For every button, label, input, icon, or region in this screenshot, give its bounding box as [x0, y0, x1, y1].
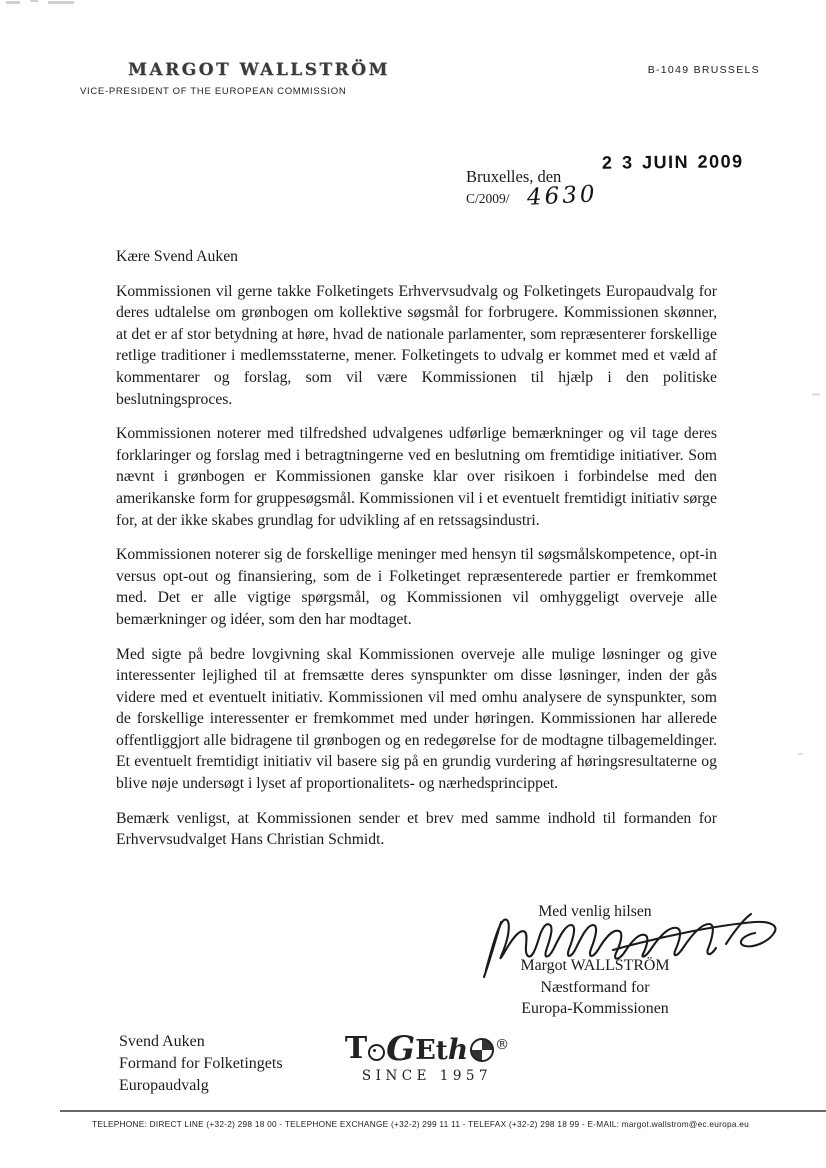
- logo-letter-e: E: [415, 1035, 436, 1066]
- sender-title: VICE-PRESIDENT OF THE EUROPEAN COMMISSION: [80, 86, 347, 97]
- together-since-1957-logo: [342, 1026, 512, 1084]
- letter-body: [116, 246, 717, 864]
- paragraph-2: Kommissionen noterer med tilfredshed udvalgenes udførlige bemærkninger og vil tage deres forklaringer og forslag med i betragtningerne ved en beslutning om fremtidige initiativer. Som nævnt i grønbogen er Kommissionen ganske klar over risikoen i forbindelse med den amerikanske form for gruppesøgsmål. Kommissionen vil i et eventuelt fremtidigt initiativ sørge for, at der ikke skabes grundlag for udvikling af en retssagsindustri.: [116, 425, 717, 529]
- sender-name: MARGOT WALLSTRÖM: [128, 60, 390, 80]
- logo-letter-h: h: [447, 1033, 469, 1066]
- logo-letter-o-circle-icon: [368, 1044, 385, 1061]
- scan-artifact: [6, 1, 20, 4]
- place-and-date-label: Bruxelles, den: [466, 167, 562, 186]
- recipient-role-line2: Europaudvalg: [119, 1077, 209, 1094]
- logo-letter-t: T: [344, 1031, 368, 1066]
- logo-wordmark: [342, 1026, 512, 1069]
- registered-trademark-icon: ®: [495, 1037, 510, 1053]
- scan-artifact: [48, 1, 74, 4]
- sender-address: B-1049 BRUSSELS: [647, 64, 760, 76]
- recipient-role-line1: Formand for Folketingets: [119, 1055, 283, 1072]
- date-stamp: 2 3 JUIN 2009: [601, 151, 744, 173]
- footer-divider: [60, 1110, 826, 1112]
- recipient-name: Svend Auken: [119, 1033, 205, 1050]
- recipient-block: [119, 1031, 283, 1097]
- paragraph-4: Med sigte på bedre lovgivning skal Kommissionen overveje alle mulige løsninger og give interessenter lejlighed til at fremsætte deres synspunkter om disse løsninger, inden der gås videre med et eventuelt initiativ. Kommissionen vil med omhu analysere de synspunkter, som de forskellige interessenter er fremkommet med under høringen. Kommissionen har allerede offentliggjort alle bidragene til grønbogen og en redegørelse for de modtagne tilbagemeldinger. Et eventuelt fremtidigt initiativ vil basere sig på en grundig vurdering af høringsresultaterne og blive nøje undersøgt i lyset af proportionalitets- og nærhedsprincippet.: [116, 645, 717, 793]
- footer-contact-line: TELEPHONE: DIRECT LINE (+32-2) 298 18 00 - TELEPHONE EXCHANGE (+32-2) 299 11 11 - TELEFAX (+32-2) 298 18 99 - E-MAIL: margot.wallstrom@ec.europa.eu: [92, 1119, 750, 1129]
- paragraph-5: Bemærk venligst, at Kommissionen sender et brev med samme indhold til formanden for Erhvervsudvalget Hans Christian Schmidt.: [116, 809, 717, 849]
- logo-pie-circle-icon: [470, 1038, 494, 1062]
- reference-number-handwritten: 4630: [526, 181, 599, 211]
- signer-role-line2: Europa-Kommissionen: [521, 1000, 669, 1017]
- paragraph-3: Kommissionen noterer sig de forskellige meninger med hensyn til søgsmålskompetence, opt-in versus opt-out og finansiering, som de i Folketinget repræsenterede partier er fremkommet med. Det er alle vigtige spørgsmål, og Kommissionen vil omhyggeligt overveje alle bemærkninger og idéer, som den har modtaget.: [116, 546, 717, 628]
- logo-letter-t2: t: [435, 1036, 448, 1066]
- signer-block: [470, 955, 720, 1020]
- signer-role-line1: Næstformand for: [540, 978, 650, 996]
- scan-artifact: [798, 753, 803, 755]
- reference-prefix: C/2009/: [466, 191, 510, 206]
- scan-artifact: [812, 393, 820, 396]
- logo-tagline: SINCE 1957: [361, 1068, 493, 1084]
- salutation: Kære Svend Auken: [116, 248, 238, 265]
- valediction: Med venlig hilsen: [538, 903, 652, 920]
- paragraph-1: Kommissionen vil gerne takke Folketingets Erhvervsudvalg og Folketingets Europaudvalg for deres udtalelse om grønbogen om kollektive søgsmål for forbrugere. Kommissionen skønner, at det er af stor betydning at høre, hvad de nationale parlamenter, som repræsenterer forskellige retlige traditioner i medlemsstaterne, mener. Folketingets to udvalg er kommet med et væld af kommentarer og forslag, som vil være Kommissionen til hjælp i den politiske beslutningsproces.: [116, 282, 717, 408]
- scan-artifact: [30, 0, 38, 2]
- signer-name: Margot WALLSTRÖM: [520, 957, 670, 974]
- logo-letter-g: G: [386, 1029, 416, 1069]
